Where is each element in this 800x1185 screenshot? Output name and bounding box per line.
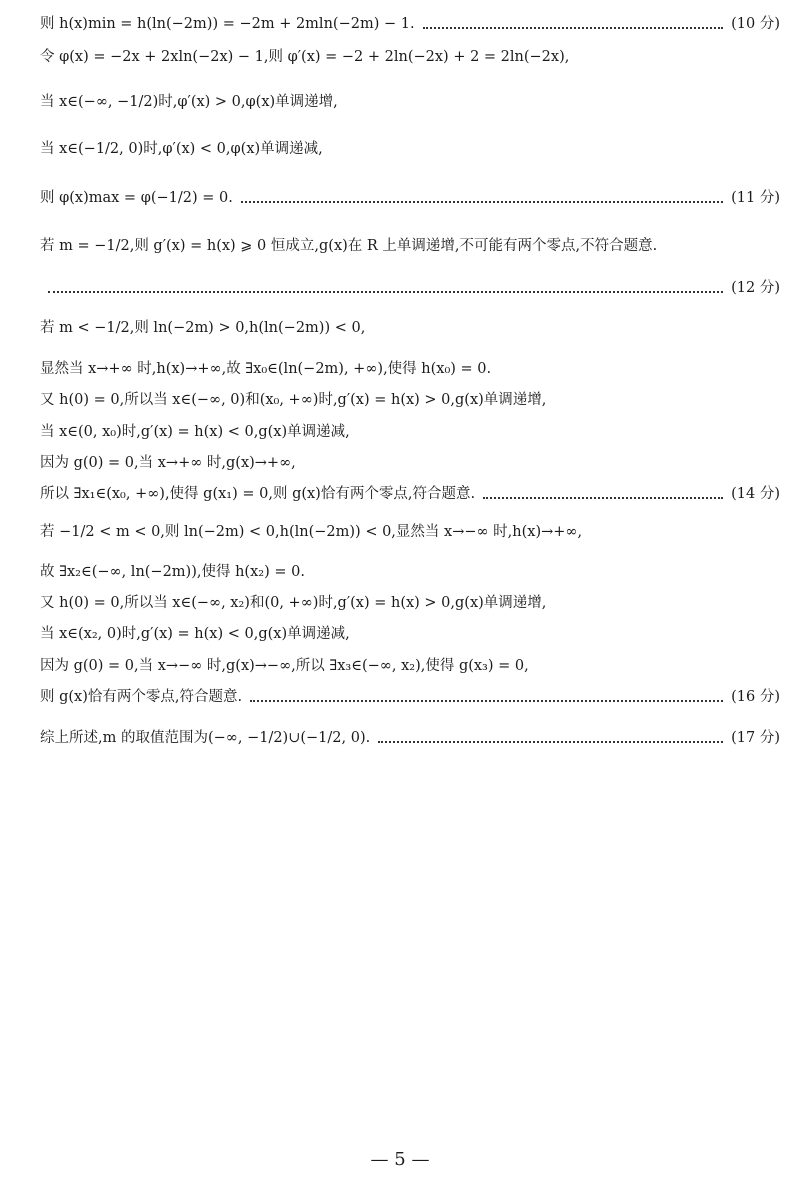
line-text: 所以 ∃x₁∈(x₀, +∞),使得 g(x₁) = 0,则 g(x)恰有两个零点,符合题意. [40,486,476,502]
solution-line [40,453,780,473]
dot-leader [48,289,723,293]
line-text: 若 −1/2 < m < 0,则 ln(−2m) < 0,h(ln(−2m)) < 0,显然当 x→−∞ 时,h(x)→+∞, [40,524,583,540]
line-text: 当 x∈(−∞, −1/2)时,φ′(x) > 0,φ(x)单调递增, [40,94,338,110]
score-label: (16 分) [731,689,780,705]
dot-leader [423,25,724,29]
solution-line [40,484,780,504]
dot-leader [250,698,723,702]
line-text: 综上所述,m 的取值范围为(−∞, −1/2)∪(−1/2, 0). [40,730,371,746]
line-text: 当 x∈(0, x₀)时,g′(x) = h(x) < 0,g(x)单调递减, [40,424,350,440]
solution-line [40,522,780,542]
line-text: 若 m = −1/2,则 g′(x) = h(x) ⩾ 0 恒成立,g(x)在 R 上单调递增,不可能有两个零点,不符合题意. [40,238,658,254]
line-text: 当 x∈(x₂, 0)时,g′(x) = h(x) < 0,g(x)单调递减, [40,626,350,642]
score-label: (11 分) [731,190,780,206]
line-text: 故 ∃x₂∈(−∞, ln(−2m)),使得 h(x₂) = 0. [40,564,305,580]
solution-line [40,92,780,112]
score-label: (14 分) [731,486,780,502]
solution-line [40,188,780,208]
line-text: 则 g(x)恰有两个零点,符合题意. [40,689,243,705]
line-text: 因为 g(0) = 0,当 x→−∞ 时,g(x)→−∞,所以 ∃x₃∈(−∞, x₂),使得 g(x₃) = 0, [40,658,529,674]
solution-line [40,359,780,379]
line-text: 显然当 x→+∞ 时,h(x)→+∞,故 ∃x₀∈(ln(−2m), +∞),使得 h(x₀) = 0. [40,361,492,377]
solution-line [40,318,780,338]
line-text: 当 x∈(−1/2, 0)时,φ′(x) < 0,φ(x)单调递减, [40,141,323,157]
solution-line [40,656,780,676]
dot-leader [378,739,723,743]
solution-line [40,47,780,67]
score-label: (12 分) [731,280,780,296]
solution-line [40,687,780,707]
score-label: (10 分) [731,16,780,32]
dot-leader [483,495,723,499]
line-text: 又 h(0) = 0,所以当 x∈(−∞, x₂)和(0, +∞)时,g′(x) = h(x) > 0,g(x)单调递增, [40,595,547,611]
line-text: 又 h(0) = 0,所以当 x∈(−∞, 0)和(x₀, +∞)时,g′(x) = h(x) > 0,g(x)单调递增, [40,392,547,408]
solution-line [40,236,780,256]
dot-leader [241,199,723,203]
page-number: — 5 — [370,1149,430,1170]
solution-line [40,278,780,298]
solution-line [40,390,780,410]
line-text: 则 φ(x)max = φ(−1/2) = 0. [40,190,233,206]
solution-line [40,593,780,613]
solution-line [40,562,780,582]
solution-line [40,422,780,442]
solution-line [40,139,780,159]
line-text: 因为 g(0) = 0,当 x→+∞ 时,g(x)→+∞, [40,455,296,471]
line-text: 则 h(x)min = h(ln(−2m)) = −2m + 2mln(−2m) − 1. [40,16,415,32]
solution-line [40,624,780,644]
line-text: 若 m < −1/2,则 ln(−2m) > 0,h(ln(−2m)) < 0, [40,320,366,336]
score-label: (17 分) [731,730,780,746]
line-text: 令 φ(x) = −2x + 2xln(−2x) − 1,则 φ′(x) = −2 + 2ln(−2x) + 2 = 2ln(−2x), [40,49,570,65]
solution-line [40,14,780,34]
solution-line [40,728,780,748]
